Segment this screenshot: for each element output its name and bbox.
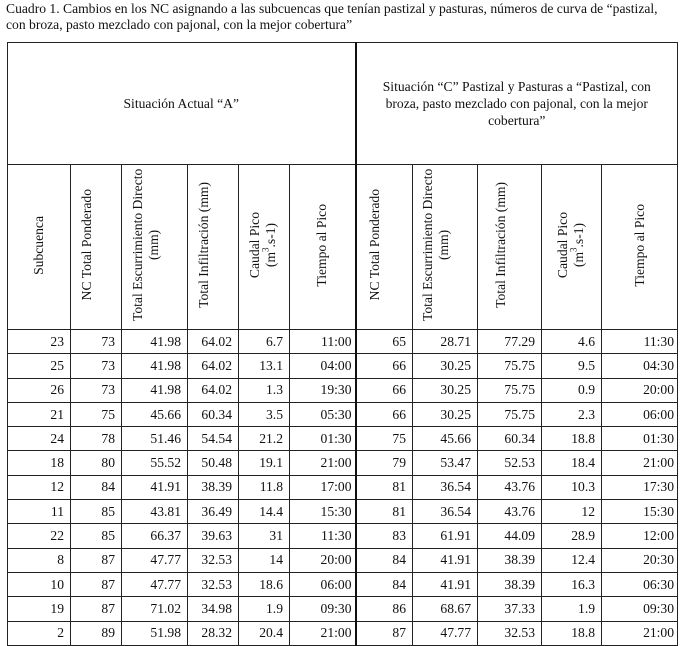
table-cell: 41.98 bbox=[122, 330, 188, 354]
table-cell: 36.54 bbox=[413, 475, 478, 499]
table-cell: 80 bbox=[71, 451, 122, 475]
table-cell: 32.53 bbox=[188, 548, 239, 572]
table-cell: 06:00 bbox=[290, 572, 356, 596]
table-cell: 84 bbox=[71, 475, 122, 499]
table-cell: 43.76 bbox=[478, 500, 542, 524]
table-cell: 38.39 bbox=[478, 572, 542, 596]
table-cell: 05:30 bbox=[290, 402, 356, 426]
table-cell: 79 bbox=[356, 451, 413, 475]
table-cell: 64.02 bbox=[188, 378, 239, 402]
table-cell: 01:30 bbox=[602, 427, 678, 451]
table-cell: 85 bbox=[71, 500, 122, 524]
table-cell: 10.3 bbox=[542, 475, 602, 499]
table-cell: 09:30 bbox=[602, 597, 678, 621]
table-cell: 17:00 bbox=[290, 475, 356, 499]
table-cell: 73 bbox=[71, 330, 122, 354]
col-header-tiempo-a: Tiempo al Pico bbox=[290, 165, 356, 330]
table-cell: 23 bbox=[8, 330, 71, 354]
table-cell: 45.66 bbox=[413, 427, 478, 451]
table-cell: 8 bbox=[8, 548, 71, 572]
table-cell: 60.34 bbox=[478, 427, 542, 451]
table-cell: 66.37 bbox=[122, 524, 188, 548]
table-cell: 18.6 bbox=[239, 572, 290, 596]
table-cell: 12:00 bbox=[602, 524, 678, 548]
results-table bbox=[7, 42, 678, 646]
table-cell: 12 bbox=[542, 500, 602, 524]
table-cell: 28.32 bbox=[188, 621, 239, 645]
table-cell: 39.63 bbox=[188, 524, 239, 548]
table-row bbox=[8, 451, 678, 475]
col-header-infiltracion-c: Total Infiltración (mm) bbox=[478, 165, 542, 330]
table-row bbox=[8, 402, 678, 426]
table-cell: 89 bbox=[71, 621, 122, 645]
col-header-caudal-a bbox=[239, 165, 290, 330]
table-cell: 41.98 bbox=[122, 354, 188, 378]
table-cell: 30.25 bbox=[413, 354, 478, 378]
table-cell: 21:00 bbox=[602, 621, 678, 645]
table-cell: 30.25 bbox=[413, 378, 478, 402]
table-cell: 1.9 bbox=[239, 597, 290, 621]
table-cell: 04:30 bbox=[602, 354, 678, 378]
table-cell: 21:00 bbox=[602, 451, 678, 475]
table-cell: 47.77 bbox=[122, 572, 188, 596]
caudal-unit-close: .s-1) bbox=[570, 222, 586, 248]
table-cell: 09:30 bbox=[290, 597, 356, 621]
table-cell: 61.91 bbox=[413, 524, 478, 548]
table-cell: 66 bbox=[356, 402, 413, 426]
caudal-unit-sup: 3 bbox=[260, 247, 271, 252]
table-cell: 25 bbox=[8, 354, 71, 378]
table-cell: 1.9 bbox=[542, 597, 602, 621]
caption-line-1: Cuadro 1. Cambios en los NC asignando a las subcuencas que tenían pastizal y pasturas, números de curva de “pastizal, bbox=[6, 1, 658, 16]
group-header-situacion-a bbox=[8, 43, 356, 165]
caudal-unit-sup: 3 bbox=[567, 247, 578, 252]
table-cell: 41.91 bbox=[122, 475, 188, 499]
table-cell: 55.52 bbox=[122, 451, 188, 475]
table-cell: 19 bbox=[8, 597, 71, 621]
table-cell: 15:30 bbox=[602, 500, 678, 524]
table-cell: 19:30 bbox=[290, 378, 356, 402]
table-caption bbox=[6, 1, 682, 33]
table-cell: 41.98 bbox=[122, 378, 188, 402]
table-cell: 66 bbox=[356, 378, 413, 402]
table-cell: 51.98 bbox=[122, 621, 188, 645]
table-body bbox=[8, 330, 678, 646]
col-header-nc-c: NC Total Ponderado bbox=[356, 165, 413, 330]
col-header-infiltracion-a: Total Infiltración (mm) bbox=[188, 165, 239, 330]
table-cell: 75.75 bbox=[478, 354, 542, 378]
table-cell: 28.9 bbox=[542, 524, 602, 548]
table-cell: 14.4 bbox=[239, 500, 290, 524]
table-cell: 21.2 bbox=[239, 427, 290, 451]
table-row bbox=[8, 500, 678, 524]
table-cell: 85 bbox=[71, 524, 122, 548]
table-cell: 43.76 bbox=[478, 475, 542, 499]
table-cell: 20.4 bbox=[239, 621, 290, 645]
table-cell: 13.1 bbox=[239, 354, 290, 378]
table-cell: 51.46 bbox=[122, 427, 188, 451]
table-cell: 01:30 bbox=[290, 427, 356, 451]
group-header-situacion-c bbox=[356, 43, 678, 165]
table-cell: 86 bbox=[356, 597, 413, 621]
table-cell: 18 bbox=[8, 451, 71, 475]
table-cell: 2.3 bbox=[542, 402, 602, 426]
table-cell: 21 bbox=[8, 402, 71, 426]
caudal-unit-open: (m bbox=[263, 251, 278, 268]
table-cell: 06:00 bbox=[602, 402, 678, 426]
table-cell: 20:00 bbox=[290, 548, 356, 572]
table-cell: 87 bbox=[356, 621, 413, 645]
table-cell: 22 bbox=[8, 524, 71, 548]
table-cell: 66 bbox=[356, 354, 413, 378]
table-cell: 64.02 bbox=[188, 354, 239, 378]
table-cell: 38.39 bbox=[188, 475, 239, 499]
col-header-nc-a: NC Total Ponderado bbox=[71, 165, 122, 330]
table-cell: 20:00 bbox=[602, 378, 678, 402]
table-cell: 47.77 bbox=[413, 621, 478, 645]
col-header-tiempo-c: Tiempo al Pico bbox=[602, 165, 678, 330]
table-row bbox=[8, 621, 678, 645]
table-cell: 26 bbox=[8, 378, 71, 402]
col-header-subcuenca: Subcuenca bbox=[8, 165, 71, 330]
table-cell: 11:30 bbox=[290, 524, 356, 548]
table-cell: 36.54 bbox=[413, 500, 478, 524]
group-a-title: Situación Actual “A” bbox=[123, 96, 240, 111]
col-header-escurrimiento-a: Total Escurrimiento Directo (mm) bbox=[122, 165, 188, 330]
table-cell: 36.49 bbox=[188, 500, 239, 524]
table-row bbox=[8, 597, 678, 621]
table-cell: 11.8 bbox=[239, 475, 290, 499]
table-cell: 21:00 bbox=[290, 621, 356, 645]
table-cell: 41.91 bbox=[413, 548, 478, 572]
group-c-title-line-1: Situación “C” Pastizal y Pasturas a “Pastizal, con bbox=[382, 79, 651, 94]
table-cell: 43.81 bbox=[122, 500, 188, 524]
table-cell: 68.67 bbox=[413, 597, 478, 621]
caudal-unit-open: (m bbox=[570, 251, 586, 268]
table-cell: 12 bbox=[8, 475, 71, 499]
table-cell: 4.6 bbox=[542, 330, 602, 354]
table-cell: 15:30 bbox=[290, 500, 356, 524]
table-cell: 50.48 bbox=[188, 451, 239, 475]
table-row bbox=[8, 354, 678, 378]
table-cell: 20:30 bbox=[602, 548, 678, 572]
table-cell: 38.39 bbox=[478, 548, 542, 572]
table-cell: 54.54 bbox=[188, 427, 239, 451]
table-cell: 6.7 bbox=[239, 330, 290, 354]
table-cell: 28.71 bbox=[413, 330, 478, 354]
table-row bbox=[8, 524, 678, 548]
caudal-label: Caudal Pico bbox=[554, 211, 570, 279]
table-cell: 84 bbox=[356, 572, 413, 596]
table-cell: 78 bbox=[71, 427, 122, 451]
table-cell: 3.5 bbox=[239, 402, 290, 426]
caudal-unit-close: .s-1) bbox=[263, 222, 278, 248]
table-row bbox=[8, 378, 678, 402]
table-cell: 11:00 bbox=[290, 330, 356, 354]
col-header-caudal-c bbox=[542, 165, 602, 330]
table-cell: 73 bbox=[71, 378, 122, 402]
table-cell: 37.33 bbox=[478, 597, 542, 621]
table-cell: 52.53 bbox=[478, 451, 542, 475]
table-cell: 16.3 bbox=[542, 572, 602, 596]
table-cell: 30.25 bbox=[413, 402, 478, 426]
table-row bbox=[8, 475, 678, 499]
table-cell: 45.66 bbox=[122, 402, 188, 426]
table-cell: 9.5 bbox=[542, 354, 602, 378]
table-cell: 18.8 bbox=[542, 427, 602, 451]
table-cell: 34.98 bbox=[188, 597, 239, 621]
table-cell: 87 bbox=[71, 597, 122, 621]
table-cell: 1.3 bbox=[239, 378, 290, 402]
group-c-title-line-2: broza, pasto mezclado con pajonal, con la mejor bbox=[385, 96, 648, 111]
table-cell: 81 bbox=[356, 475, 413, 499]
table-cell: 75 bbox=[71, 402, 122, 426]
caption-line-2: con broza, pasto mezclado con pajonal, con la mejor cobertura” bbox=[6, 17, 353, 32]
table-cell: 12.4 bbox=[542, 548, 602, 572]
table-cell: 31 bbox=[239, 524, 290, 548]
table-cell: 44.09 bbox=[478, 524, 542, 548]
table-cell: 04:00 bbox=[290, 354, 356, 378]
table-row bbox=[8, 427, 678, 451]
table-cell: 11 bbox=[8, 500, 71, 524]
table-cell: 18.4 bbox=[542, 451, 602, 475]
table-cell: 71.02 bbox=[122, 597, 188, 621]
group-c-title-line-3: cobertura” bbox=[488, 113, 546, 128]
table-cell: 24 bbox=[8, 427, 71, 451]
table-cell: 32.53 bbox=[478, 621, 542, 645]
table-row bbox=[8, 548, 678, 572]
table-cell: 2 bbox=[8, 621, 71, 645]
table-cell: 11:30 bbox=[602, 330, 678, 354]
table-cell: 19.1 bbox=[239, 451, 290, 475]
table-cell: 81 bbox=[356, 500, 413, 524]
table-cell: 64.02 bbox=[188, 330, 239, 354]
table-cell: 77.29 bbox=[478, 330, 542, 354]
table-cell: 75 bbox=[356, 427, 413, 451]
table-cell: 84 bbox=[356, 548, 413, 572]
col-header-escurrimiento-c: Total Escurrimiento Directo (mm) bbox=[413, 165, 478, 330]
caudal-label: Caudal Pico bbox=[247, 211, 262, 279]
table-cell: 17:30 bbox=[602, 475, 678, 499]
table-cell: 06:30 bbox=[602, 572, 678, 596]
table-cell: 87 bbox=[71, 548, 122, 572]
table-cell: 83 bbox=[356, 524, 413, 548]
table-row bbox=[8, 572, 678, 596]
table-cell: 75.75 bbox=[478, 402, 542, 426]
table-cell: 10 bbox=[8, 572, 71, 596]
table-cell: 32.53 bbox=[188, 572, 239, 596]
table-cell: 75.75 bbox=[478, 378, 542, 402]
table-cell: 18.8 bbox=[542, 621, 602, 645]
table-cell: 60.34 bbox=[188, 402, 239, 426]
table-cell: 21:00 bbox=[290, 451, 356, 475]
table-cell: 41.91 bbox=[413, 572, 478, 596]
table-cell: 0.9 bbox=[542, 378, 602, 402]
table-cell: 73 bbox=[71, 354, 122, 378]
table-cell: 65 bbox=[356, 330, 413, 354]
table-row bbox=[8, 330, 678, 354]
table-cell: 53.47 bbox=[413, 451, 478, 475]
table-cell: 87 bbox=[71, 572, 122, 596]
table-cell: 47.77 bbox=[122, 548, 188, 572]
table-cell: 14 bbox=[239, 548, 290, 572]
